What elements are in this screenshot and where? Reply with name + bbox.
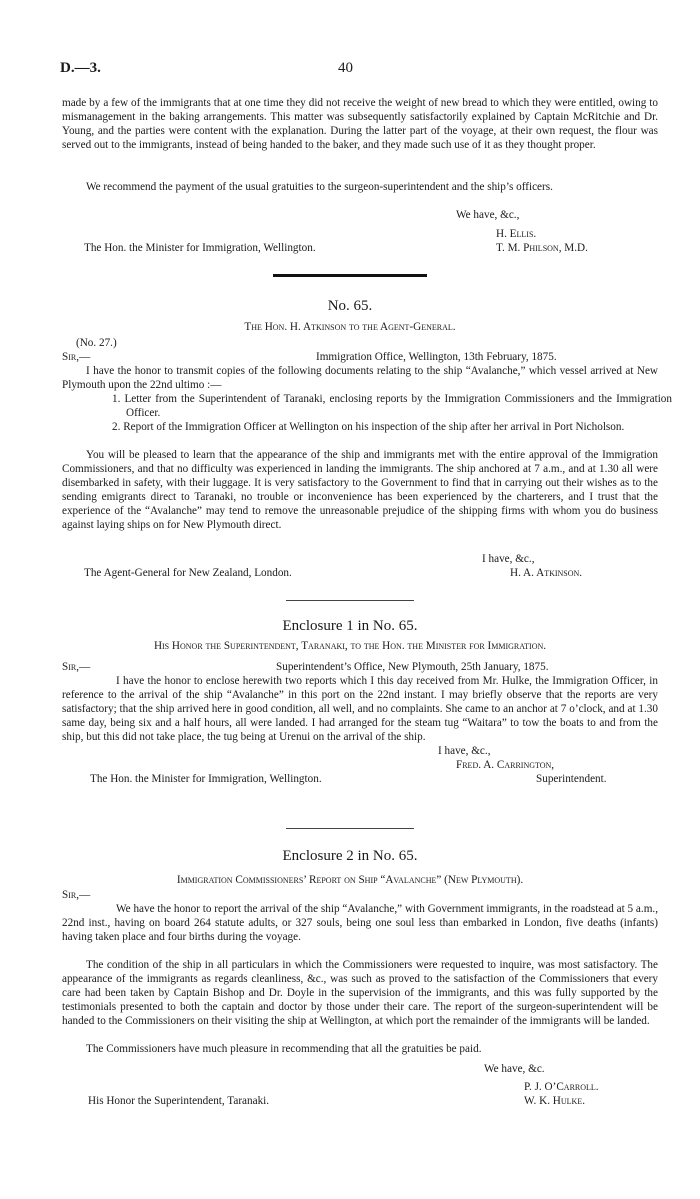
letter-list-item-1: 1. Letter from the Superintendent of Taranaki, enclosing reports by the Immigration Commissioners and the Immigration Officer. xyxy=(112,393,672,419)
letter-salutation: Sir,— xyxy=(62,351,91,363)
intro-closing: We have, &c., xyxy=(456,209,520,221)
enclosure-2-closing: We have, &c. xyxy=(484,1063,545,1075)
letter-signature: H. A. Atkinson. xyxy=(510,567,583,579)
enclosure-1-place-date: Superintendent’s Office, New Plymouth, 25th January, 1875. xyxy=(276,661,549,673)
enclosure-1-subtitle: His Honor the Superintendent, Taranaki, to the Hon. the Minister for Immigration. xyxy=(153,640,547,652)
intro-addressee: The Hon. the Minister for Immigration, Wellington. xyxy=(84,242,316,254)
page-number: 40 xyxy=(338,60,353,76)
enclosure-2-paragraph-1: We have the honor to report the arrival of the ship “Avalanche,” with Government immigrants, in the roadstead at 5 a.m., 22nd inst., having on board 264 statute adults, or 327 souls, being one soul less than embarked in London, five deaths (infants) having taken place and four births during the voyage. xyxy=(62,903,658,943)
enclosure-2-title: Enclosure 2 in No. 65. xyxy=(282,848,418,864)
section-divider xyxy=(286,600,414,601)
letter-addressee: The Agent-General for New Zealand, London. xyxy=(84,567,292,579)
enclosure-2-addressee: His Honor the Superintendent, Taranaki. xyxy=(88,1095,270,1107)
letter-paragraph-2: You will be pleased to learn that the appearance of the ship and immigrants met with the entire approval of the Immigration Commissioners, and that no difficulty was experienced in landing the immigrants. The ship anchored at 7 a.m., and at 1.30 all were disembarked in safety, with their luggage. It is very satisfactory to the Government to find that in carrying out their wishes as to the sending emigrants direct to Taranaki, no trouble or inconvenience has been experienced by the charterers, and I trust that the experience of the “Avalanche” may tend to remove the unreasonable prejudice of the shipping firms with whom you do business against laying ships on for New Plymouth direct. xyxy=(62,449,658,531)
enclosure-1-salutation: Sir,— xyxy=(62,661,91,673)
enclosure-1-signature-title: Superintendent. xyxy=(536,773,607,785)
letter-subtitle: The Hon. H. Atkinson to the Agent-General. xyxy=(244,321,456,333)
letter-list-item-2: 2. Report of the Immigration Officer at Wellington on his inspection of the ship after her arrival in Port Nicholson. xyxy=(112,421,625,433)
enclosure-2-signature-1: P. J. O’Carroll. xyxy=(524,1081,599,1093)
letter-place-date: Immigration Office, Wellington, 13th February, 1875. xyxy=(316,351,557,363)
letter-number-title: No. 65. xyxy=(327,298,373,314)
document-reference: D.—3. xyxy=(60,60,101,76)
enclosure-1-addressee: The Hon. the Minister for Immigration, Wellington. xyxy=(90,773,322,785)
intro-signature-1: H. Ellis. xyxy=(496,228,537,240)
letter-reference: (No. 27.) xyxy=(76,337,117,349)
enclosure-2-subtitle: Immigration Commissioners’ Report on Ship “Avalanche” (New Plymouth). xyxy=(176,874,524,886)
intro-recommendation: We recommend the payment of the usual gratuities to the surgeon-superintendent and the ship’s officers. xyxy=(86,181,553,193)
enclosure-1-title: Enclosure 1 in No. 65. xyxy=(282,618,418,634)
section-divider xyxy=(273,274,427,277)
enclosure-2-signature-2: W. K. Hulke. xyxy=(524,1095,586,1107)
enclosure-2-paragraph-3: The Commissioners have much pleasure in recommending that all the gratuities be paid. xyxy=(86,1043,482,1055)
intro-paragraph: made by a few of the immigrants that at one time they did not receive the weight of new bread to which they were entitled, owing to mismanagement in the baking arrangements. This matter was subsequently satisfactorily explained by Captain McRitchie and Dr. Young, and the parties were content with the explanation. During the latter part of the voyage, at their own request, the flour was served out to the immigrants, instead of being handed to the baker, and they made such use of it as they thought proper. xyxy=(62,97,658,151)
enclosure-1-paragraph: I have the honor to enclose herewith two reports which I this day received from Mr. Hulke, the Immigration Officer, in reference to the arrival of the ship “Avalanche” in this port on the 22nd instant. I may briefly observe that the reports are very satisfactory; that the ship arrived here in good condition, all well, and no complaints. She came to an anchor at 7 o’clock, and at 1.30 same day, being six and a half hours, all were landed. I had arranged for the steam tug “Waitara” to tow the boats to and from the ship, but this did not take place, the tug being at Urenui on the arrival of the ship. xyxy=(62,675,658,743)
letter-closing: I have, &c., xyxy=(482,553,535,565)
letter-paragraph-1: I have the honor to transmit copies of the following documents relating to the ship “Avalanche,” which vessel arrived at New Plymouth upon the 22nd ultimo :— xyxy=(62,365,658,391)
enclosure-2-salutation: Sir,— xyxy=(62,889,91,901)
intro-signature-2: T. M. Philson, M.D. xyxy=(496,242,588,254)
enclosure-2-paragraph-2: The condition of the ship in all particulars in which the Commissioners were requested to inquire, was most satisfactory. The appearance of the immigrants as regards cleanliness, &c., was such as proved to the satisfaction of the Commissioners that every care had been taken by Captain Bishop and Dr. Doyle in the supervision of the immigrants, and this was fully supported by the testimonials presented to both the captain and doctor by those under their care. The report of the surgeon-superintendent will be handed to the Commissioners on their visiting the ship at Wellington, at which port the remainder of the immigrants will be landed. xyxy=(62,959,658,1027)
enclosure-1-closing: I have, &c., xyxy=(438,745,491,757)
section-divider xyxy=(286,828,414,829)
enclosure-1-signature: Fred. A. Carrington, xyxy=(456,759,555,771)
